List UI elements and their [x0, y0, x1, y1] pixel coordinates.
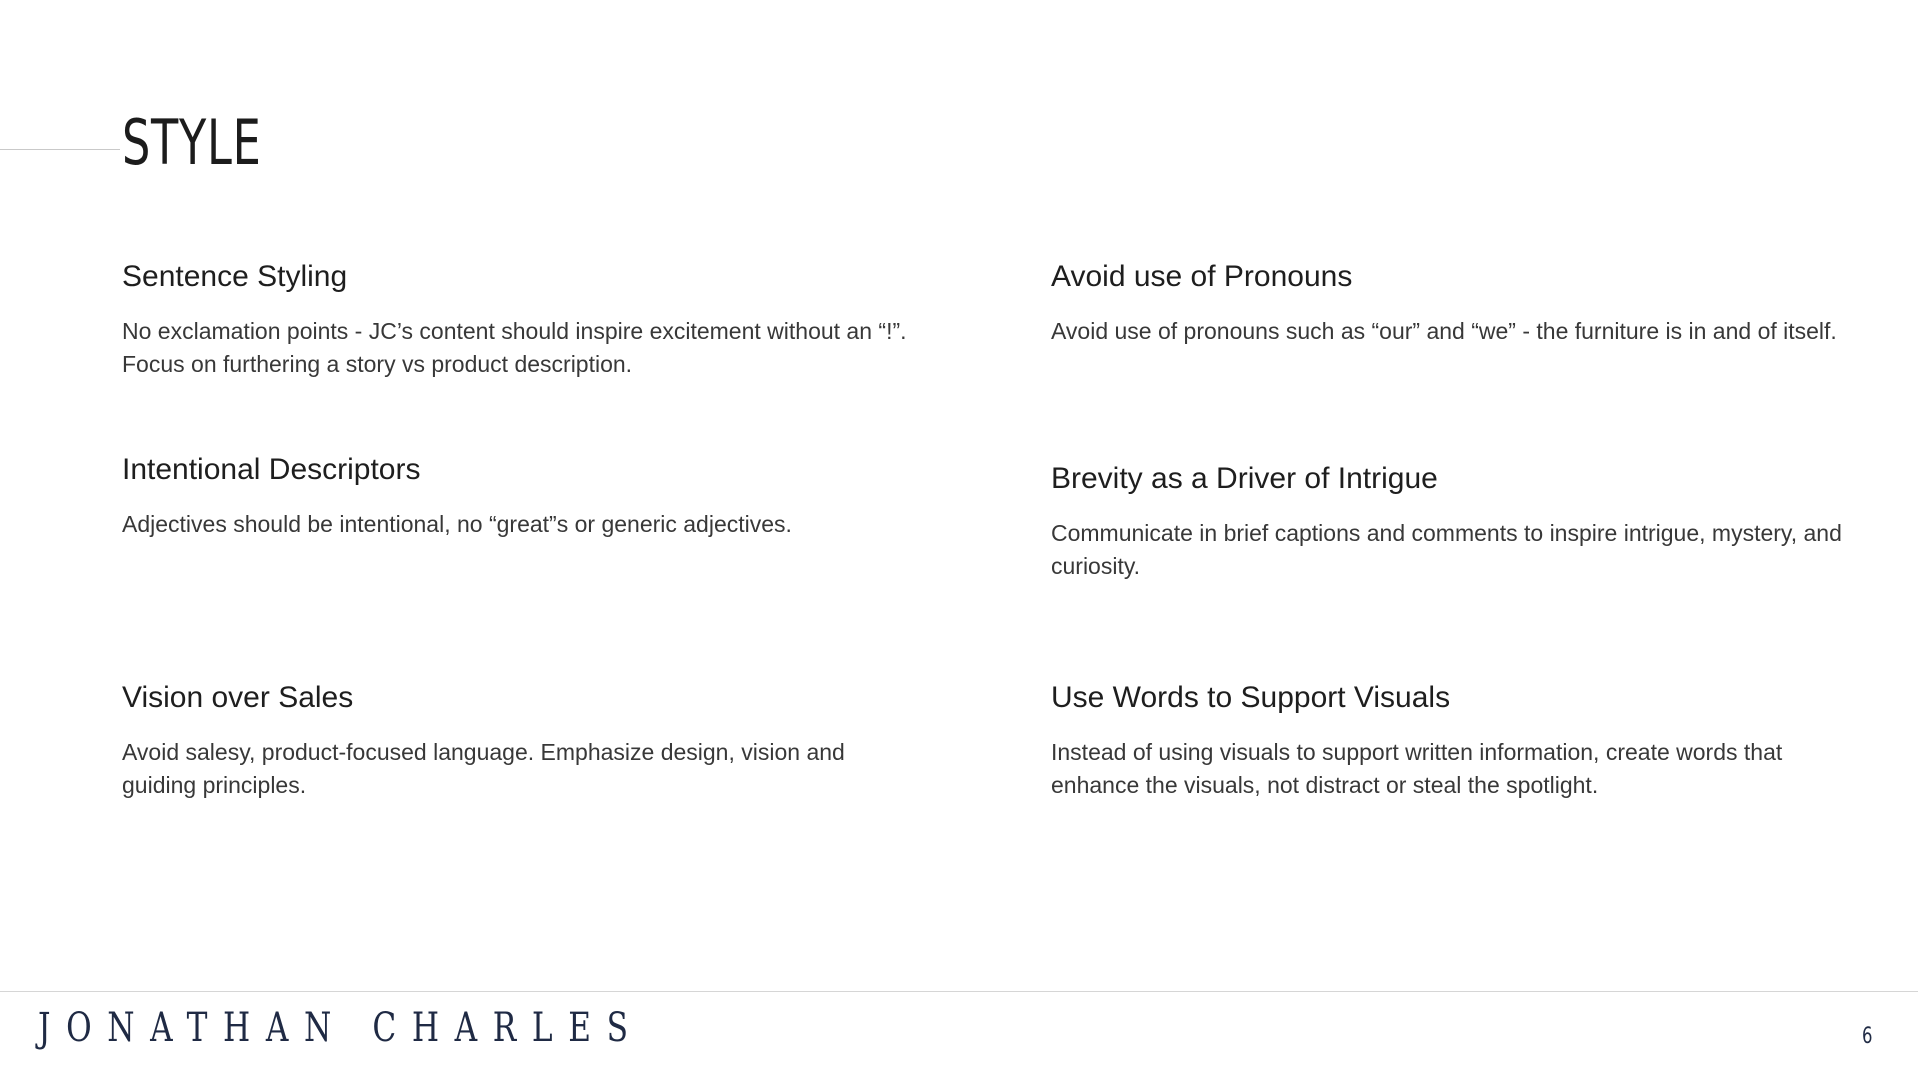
section-body: Instead of using visuals to support written information, create words that enhance the visuals, not distract or steal the spotlight. [1051, 739, 1783, 798]
section-body: Adjectives should be intentional, no “great”s or generic adjectives. [122, 511, 792, 537]
section-heading: Use Words to Support Visuals [1051, 681, 1451, 714]
section-body: Avoid use of pronouns such as “our” and “we” - the furniture is in and of itself. [1051, 318, 1837, 344]
brand-logo: JONATHAN CHARLES [38, 1005, 644, 1051]
footer-divider [0, 991, 1918, 992]
section-heading: Avoid use of Pronouns [1051, 260, 1353, 293]
section-heading: Brevity as a Driver of Intrigue [1051, 462, 1438, 495]
page-title: STYLE [122, 106, 262, 179]
section-body: No exclamation points - JC’s content should inspire excitement without an “!”. Focus on furthering a story vs product description. [122, 318, 907, 377]
section-sentence-styling [122, 260, 922, 381]
page-number: 6 [1862, 1024, 1873, 1049]
section-vision-over-sales [122, 681, 922, 802]
section-avoid-pronouns [1051, 260, 1851, 348]
title-accent-line [0, 149, 120, 150]
section-heading: Vision over Sales [122, 681, 354, 714]
section-intentional-descriptors [122, 453, 922, 541]
section-body: Avoid salesy, product-focused language. Emphasize design, vision and guiding principles. [122, 739, 845, 798]
section-brevity-intrigue [1051, 462, 1851, 583]
section-words-support-visuals [1051, 681, 1851, 802]
section-body: Communicate in brief captions and comments to inspire intrigue, mystery, and curiosity. [1051, 520, 1842, 579]
section-heading: Sentence Styling [122, 260, 348, 293]
section-heading: Intentional Descriptors [122, 453, 421, 486]
